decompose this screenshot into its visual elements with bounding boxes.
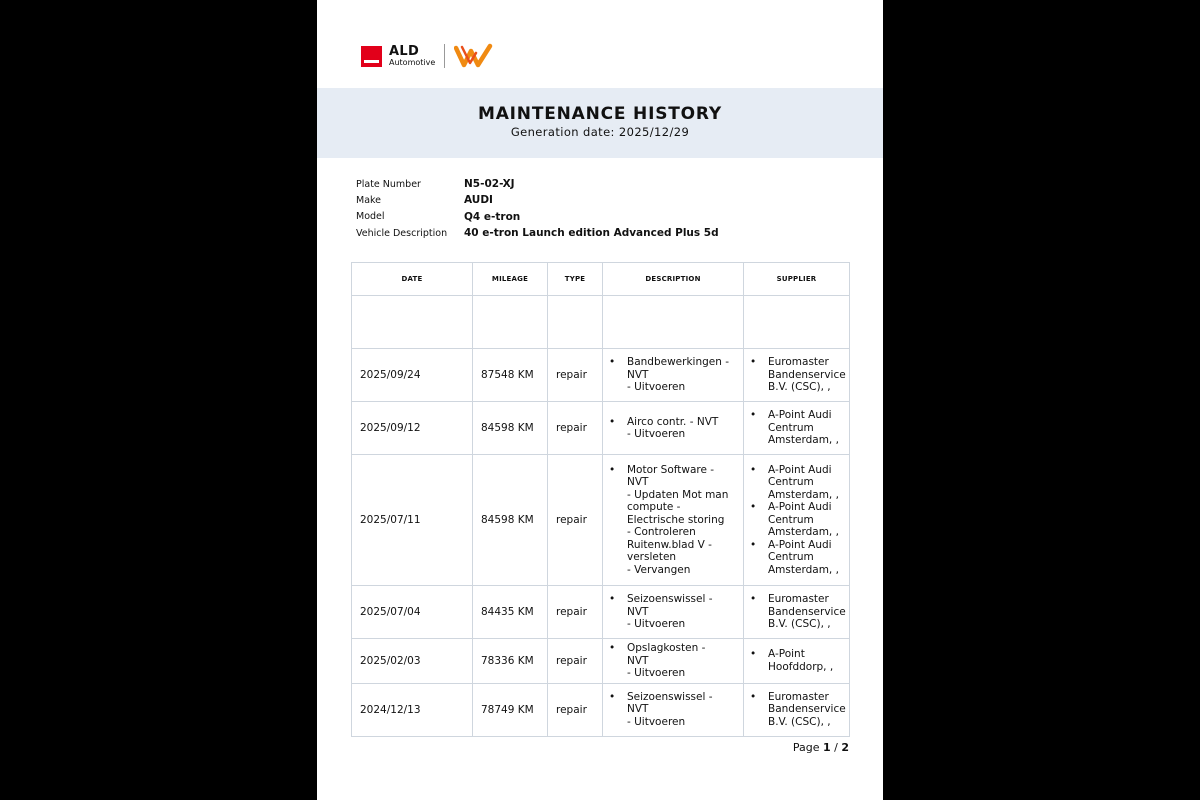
page-word: Page bbox=[792, 741, 820, 754]
empty-row bbox=[352, 296, 850, 349]
bullet-line: Centrum bbox=[768, 513, 814, 526]
info-label: Model bbox=[356, 211, 385, 223]
bullet-item: • Euromaster bbox=[748, 356, 845, 369]
column-header-date: DATE bbox=[352, 263, 473, 296]
bullet-line: Bandenservice bbox=[768, 703, 846, 716]
bullet-item: • Seizoenswissel - bbox=[607, 691, 739, 704]
bullet-item: • Euromaster bbox=[748, 691, 845, 704]
bullet-line: compute - bbox=[627, 501, 681, 514]
empty-cell bbox=[603, 296, 744, 349]
info-row-description bbox=[356, 225, 719, 241]
info-value: AUDI bbox=[464, 194, 493, 207]
ald-logo-name: ALD bbox=[389, 44, 420, 59]
date-cell: 2025/02/03 bbox=[352, 639, 473, 684]
mileage-cell: 84598 KM bbox=[473, 455, 548, 586]
bullet-line: - Uitvoeren bbox=[627, 428, 686, 440]
bullet-line: versleten bbox=[627, 551, 677, 564]
document-page bbox=[317, 0, 883, 800]
bullet-line: - Uitvoeren bbox=[627, 381, 686, 394]
info-label: Make bbox=[356, 194, 382, 206]
description-cell bbox=[603, 639, 744, 684]
bullet-line: NVT bbox=[627, 476, 649, 489]
date-cell: 2024/12/13 bbox=[352, 683, 473, 736]
logo-row bbox=[361, 42, 494, 70]
vehicle-info bbox=[356, 176, 719, 241]
bullet-item: • Opslagkosten - bbox=[607, 642, 739, 655]
page-title: MAINTENANCE HISTORY bbox=[478, 104, 722, 124]
type-cell: repair bbox=[548, 402, 603, 455]
bullet-line: B.V. (CSC), , bbox=[768, 715, 831, 728]
info-value: Q4 e-tron bbox=[464, 210, 521, 223]
supplier-cell bbox=[744, 402, 850, 455]
bullet-line: - Updaten Mot man bbox=[627, 488, 729, 501]
type-cell: repair bbox=[548, 683, 603, 736]
mileage-cell: 78749 KM bbox=[473, 683, 548, 736]
bullet-line: Centrum bbox=[768, 476, 814, 489]
bullet-line: Amsterdam, , bbox=[768, 563, 839, 576]
supplier-cell bbox=[744, 586, 850, 639]
bullet-line: NVT bbox=[627, 368, 649, 381]
bullet-line: NVT bbox=[627, 703, 649, 716]
column-header-type: TYPE bbox=[548, 263, 603, 296]
table-row bbox=[352, 349, 850, 402]
bullet-line: Bandenservice bbox=[768, 368, 846, 381]
date-cell: 2025/09/24 bbox=[352, 349, 473, 402]
bullet-line: Bandenservice bbox=[768, 605, 846, 618]
table-row bbox=[352, 455, 850, 586]
maintenance-table bbox=[351, 262, 850, 737]
table-row bbox=[352, 586, 850, 639]
logo-divider bbox=[444, 44, 445, 68]
ald-logo-mark bbox=[361, 46, 382, 67]
info-label: Vehicle Description bbox=[356, 227, 448, 239]
generation-date: Generation date: 2025/12/29 bbox=[510, 125, 690, 139]
supplier-cell bbox=[744, 683, 850, 736]
bullet-item: • Euromaster bbox=[748, 593, 845, 606]
bullet-line: - Uitvoeren bbox=[627, 667, 686, 679]
bullet-item: • A-Point Audi bbox=[748, 539, 845, 552]
page-separator: / bbox=[834, 741, 838, 754]
bullet-line: - Vervangen bbox=[627, 563, 691, 576]
info-value: N5-02-XJ bbox=[464, 178, 515, 191]
date-cell: 2025/07/04 bbox=[352, 586, 473, 639]
description-cell bbox=[603, 455, 744, 586]
column-header-supplier: SUPPLIER bbox=[744, 263, 850, 296]
bullet-line: Hoofddorp, , bbox=[768, 660, 834, 673]
bullet-line: Amsterdam, , bbox=[768, 488, 839, 501]
title-band bbox=[317, 88, 883, 158]
bullet-line: Amsterdam, , bbox=[768, 434, 839, 447]
partner-w-logo-icon bbox=[454, 43, 494, 69]
supplier-cell bbox=[744, 455, 850, 586]
info-row-make bbox=[356, 192, 719, 208]
ald-logo-subtitle: Automotive bbox=[389, 58, 436, 67]
bullet-item: • A-Point Audi bbox=[748, 501, 845, 514]
bullet-line: - Controleren bbox=[627, 526, 696, 539]
bullet-line: NVT bbox=[627, 654, 649, 667]
supplier-cell bbox=[744, 639, 850, 684]
empty-cell bbox=[473, 296, 548, 349]
page-indicator bbox=[793, 741, 849, 754]
table-header-row bbox=[352, 263, 850, 296]
bullet-line: B.V. (CSC), , bbox=[768, 381, 831, 394]
bullet-line: B.V. (CSC), , bbox=[768, 618, 831, 631]
bullet-item: • A-Point bbox=[748, 648, 845, 661]
type-cell: repair bbox=[548, 586, 603, 639]
bullet-line: - Uitvoeren bbox=[627, 618, 686, 631]
column-header-mileage: MILEAGE bbox=[473, 263, 548, 296]
table-row bbox=[352, 639, 850, 684]
bullet-item: • Airco contr. - NVT bbox=[607, 416, 739, 429]
total-pages: 2 bbox=[841, 741, 849, 754]
supplier-cell bbox=[744, 349, 850, 402]
bullet-item: • A-Point Audi bbox=[748, 464, 845, 477]
description-cell bbox=[603, 402, 744, 455]
bullet-line: Amsterdam, , bbox=[768, 526, 839, 539]
bullet-item: • Motor Software - bbox=[607, 464, 739, 477]
description-cell bbox=[603, 683, 744, 736]
bullet-line: - Uitvoeren bbox=[627, 715, 686, 728]
bullet-line: Ruitenw.blad V - bbox=[627, 538, 712, 551]
mileage-cell: 84435 KM bbox=[473, 586, 548, 639]
type-cell: repair bbox=[548, 455, 603, 586]
type-cell: repair bbox=[548, 349, 603, 402]
current-page: 1 bbox=[822, 741, 831, 754]
mileage-cell: 84598 KM bbox=[473, 402, 548, 455]
date-cell: 2025/09/12 bbox=[352, 402, 473, 455]
bullet-item: • A-Point Audi bbox=[748, 409, 845, 422]
bullet-line: Centrum bbox=[768, 551, 814, 564]
table-row bbox=[352, 402, 850, 455]
bullet-line: Centrum bbox=[768, 421, 814, 434]
bullet-item: • Bandbewerkingen - bbox=[607, 356, 739, 369]
info-label: Plate Number bbox=[356, 178, 421, 190]
table-row bbox=[352, 683, 850, 736]
description-cell bbox=[603, 586, 744, 639]
type-cell: repair bbox=[548, 639, 603, 684]
mileage-cell: 87548 KM bbox=[473, 349, 548, 402]
ald-logo-text bbox=[389, 45, 435, 67]
empty-cell bbox=[548, 296, 603, 349]
empty-cell bbox=[352, 296, 473, 349]
mileage-cell: 78336 KM bbox=[473, 639, 548, 684]
info-value: 40 e-tron Launch edition Advanced Plus 5d bbox=[464, 227, 719, 240]
description-cell bbox=[603, 349, 744, 402]
bullet-line: Electrische storing bbox=[627, 513, 725, 526]
info-row-plate bbox=[356, 176, 719, 192]
date-cell: 2025/07/11 bbox=[352, 455, 473, 586]
column-header-description: DESCRIPTION bbox=[603, 263, 744, 296]
bullet-line: NVT bbox=[627, 605, 649, 618]
bullet-item: • Seizoenswissel - bbox=[607, 593, 739, 606]
empty-cell bbox=[744, 296, 850, 349]
info-row-model bbox=[356, 209, 719, 225]
